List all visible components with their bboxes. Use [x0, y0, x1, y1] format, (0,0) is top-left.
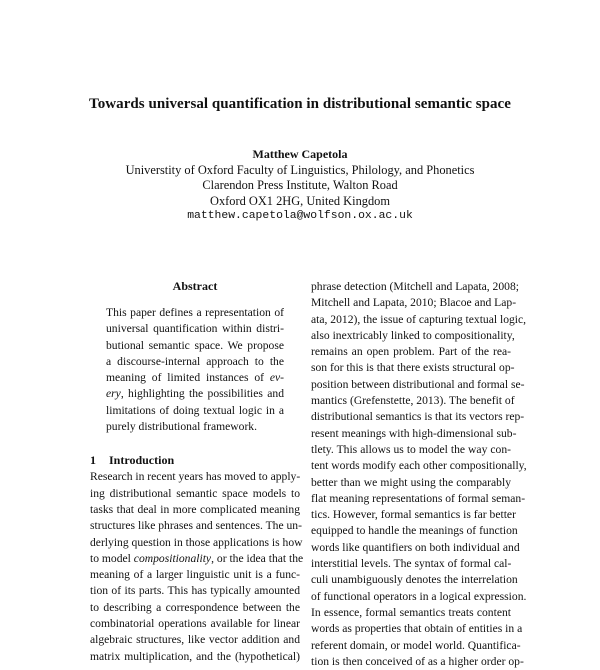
right-column-line: position between distributional and formal se-: [311, 377, 525, 391]
right-column-line: culi unambiguously denotes the interrelation: [311, 573, 518, 587]
introduction-line: structures like phrases and sentences. The un-: [90, 519, 302, 533]
right-column-line: better than we might using the comparably: [311, 475, 511, 489]
author-name: Matthew Capetola: [252, 147, 348, 161]
right-column: [311, 279, 527, 670]
right-column-line: referent domain, or model world. Quantifica-: [311, 638, 521, 652]
left-column: [90, 278, 304, 665]
abstract-line: purely distributional framework.: [106, 420, 258, 434]
author-affiliation-line-3: Oxford OX1 2HG, United Kingdom: [210, 193, 390, 208]
abstract-line: This paper defines a representation of: [106, 306, 284, 319]
right-column-line: tent words modify each other compositionally,: [311, 459, 527, 473]
right-column-line: tlety. This allows us to model the way con-: [311, 442, 511, 456]
right-column-line: Mitchell and Lapata, 2010; Blacoe and Lap-: [311, 296, 517, 310]
abstract-line: limitations of doing textual logic in a: [106, 403, 284, 417]
abstract-line: meaning of limited instances of ev-: [106, 371, 284, 385]
introduction-line: algebraic structures, like vector addition and: [90, 633, 300, 647]
introduction-line: to describing a correspondence between the: [90, 600, 300, 614]
introduction-line: tion of its parts. This has typically amounted: [90, 584, 300, 598]
abstract-heading: Abstract: [172, 279, 218, 293]
right-column-line: tics. However, formal semantics is far better: [311, 508, 516, 522]
right-column-line: also inextricably linked to compositionality,: [311, 328, 515, 342]
author-affiliation-line-2: Clarendon Press Institute, Walton Road: [202, 178, 398, 193]
right-column-line: son for this is that there exists structural op-: [311, 361, 515, 375]
author-email: matthew.capetola@wolfson.ox.ac.uk: [187, 210, 413, 223]
right-column-line: phrase detection (Mitchell and Lapata, 2008;: [311, 280, 519, 293]
abstract-line: a discourse-internal approach to the: [106, 354, 284, 368]
right-column-line: words as properties that obtain of entities in a: [311, 622, 523, 636]
author-affiliation-line-1: Universtity of Oxford Faculty of Linguistics, Philology, and Phonetics: [125, 162, 475, 177]
section-number: 1: [90, 453, 96, 468]
introduction-line: derlying question in those applications is how: [90, 535, 303, 549]
section-heading-introduction: [90, 451, 300, 469]
paper-title: Towards universal quantification in distributional semantic space: [89, 96, 511, 112]
abstract-line: butional semantic space. We propose: [106, 338, 284, 352]
right-column-line: equipped to handle the meanings of function: [311, 524, 518, 538]
right-column-line: words like quantifiers on both individual and: [311, 540, 520, 554]
introduction-line: ing distributional semantic space models to: [90, 486, 300, 500]
introduction-line: matrix multiplication, and the (hypothetical): [90, 649, 300, 663]
abstract-line: ery, highlighting the possibilities and: [106, 387, 284, 401]
abstract-line: universal quantification within distri-: [106, 322, 284, 336]
right-column-line: distributional semantics is that its vectors rep-: [311, 410, 525, 424]
right-column-line: In essence, formal semantics treats content: [311, 605, 511, 619]
introduction-line: to model compositionality, or the idea that the: [90, 551, 304, 565]
introduction-line: meaning of a larger linguistic unit is a func-: [90, 568, 300, 582]
section-title: Introduction: [109, 453, 175, 468]
introduction-line: tasks that deal in more complicated meaning: [90, 502, 300, 516]
right-column-line: resent meanings with high-dimensional sub-: [311, 426, 517, 440]
introduction-line: Research in recent years has moved to apply-: [90, 470, 301, 484]
right-column-line: ata, 2012), the issue of capturing textual logic,: [311, 312, 527, 326]
right-column-line: tion is then conceived of as a higher order op-: [311, 654, 524, 668]
right-column-line: interstitial levels. The syntax of formal cal-: [311, 557, 512, 571]
right-column-line: of functional operators in a logical expression.: [311, 589, 527, 603]
introduction-line: combinatorial operations available for linear: [90, 617, 300, 631]
introduction-body: [90, 469, 304, 665]
right-column-line: remains an open problem. Part of the rea-: [311, 345, 511, 359]
abstract-body: [106, 305, 284, 435]
author-block: [0, 147, 600, 225]
right-column-line: flat meaning representations of formal seman-: [311, 491, 526, 505]
right-column-line: mantics (Grefenstette, 2013). The benefit of: [311, 394, 515, 408]
